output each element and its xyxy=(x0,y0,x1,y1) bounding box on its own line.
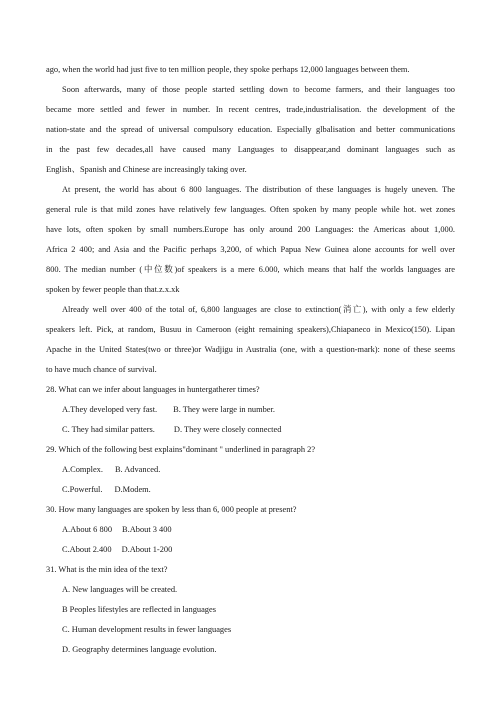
p3-line-2: general rule is that mild zones have relatively few languages. Often spoken by many people while hot. wet zones xyxy=(46,205,455,214)
p3-line-1: At present, the world has about 6 800 languages. The distribution of these languages is hugely uneven. The xyxy=(62,185,455,194)
question-30-options-row-2 xyxy=(62,544,455,555)
question-30-option-d: D.About 1-200 xyxy=(121,545,173,554)
question-31-option-d: D. Geography determines language evolution. xyxy=(62,645,217,654)
question-28-options-row-1 xyxy=(62,404,455,415)
p4-line-1: Already well over 400 of the total of, 6,800 languages are close to extinction(消亡), with only a few elderly xyxy=(62,305,455,314)
question-29-option-c: C.Powerful. xyxy=(62,485,103,494)
question-30-options-row-1 xyxy=(62,524,455,535)
question-30-option-c: C.About 2.400 xyxy=(62,545,112,554)
question-30-stem: 30. How many languages are spoken by less than 6, 000 people at present? xyxy=(46,505,297,514)
question-29-options-row-1 xyxy=(62,464,455,475)
p3-line-6: spoken by fewer people than that.z.x.xk xyxy=(46,285,180,294)
p3-line-4: Africa 2 400; and Asia and the Pacific perhaps 3,200, of which Papua New Guinea alone accounts for well over xyxy=(46,245,455,254)
question-30-option-a: A.About 6 800 xyxy=(62,525,113,534)
question-28-option-c: C. They had similar patters. xyxy=(62,425,155,434)
p1-line-1: ago, when the world had just five to ten million people, they spoke perhaps 12,000 languages between them. xyxy=(46,65,410,74)
question-31-option-c: C. Human development results in fewer languages xyxy=(62,625,232,634)
question-31-option-b: B Peoples lifestyles are reflected in languages xyxy=(62,605,216,614)
p2-line-1: Soon afterwards, many of those people started settling down to become farmers, and their languages too xyxy=(62,85,455,94)
p4-line-4: to have much chance of survival. xyxy=(46,365,157,374)
question-29-option-b: B. Advanced. xyxy=(114,465,161,474)
question-31-stem: 31. What is the min idea of the text? xyxy=(46,565,168,574)
question-28-options-row-2 xyxy=(62,424,455,435)
p3-line-3: have lots, often spoken by small numbers.Europe has only around 200 Languages: the Americas about 1,000. xyxy=(46,225,455,234)
p3-line-5: 800. The median number (中位数)of speakers is a mere 6.000, which means that half the worlds languages are xyxy=(46,265,455,274)
p4-line-3: Apache in the United States(two or three)or Wadjigu in Australia (one, with a question-mark): none of these seems xyxy=(46,345,455,354)
p2-line-4: in the past few decades,all have caused many Languages to disappear,and dominant languages such as xyxy=(46,145,455,154)
p2-line-3: nation-state and the spread of universal compulsory education. Especially glbalisation and better communications xyxy=(46,125,455,134)
p2-line-5: English、Spanish and Chinese are increasingly taking over. xyxy=(46,165,247,174)
question-28-option-a: A.They developed very fast. xyxy=(62,405,158,414)
p4-line-2: speakers left. Pick, at random, Busuu in Cameroon (eight remaining speakers),Chiapaneco in Mexico(150). Lipan xyxy=(46,325,455,334)
question-28-stem: 28. What can we infer about languages in huntergatherer times? xyxy=(46,385,260,394)
p2-line-2: became more settled and fewer in number. In recent centres, trade,industrialisation. the development of the xyxy=(46,105,455,114)
question-28-option-b: B. They were large in number. xyxy=(173,405,275,414)
question-29-options-row-2 xyxy=(62,484,455,495)
question-29-stem: 29. Which of the following best explains"dominant " underlined in paragraph 2? xyxy=(46,445,316,454)
question-30-option-b: B.About 3 400 xyxy=(122,525,172,534)
question-29-option-a: A.Complex. xyxy=(62,465,103,474)
question-29-option-d: D.Modem. xyxy=(114,485,151,494)
question-31-option-a: A. New languages will be created. xyxy=(62,585,178,594)
question-28-option-d: D. They were closely connected xyxy=(173,425,282,434)
